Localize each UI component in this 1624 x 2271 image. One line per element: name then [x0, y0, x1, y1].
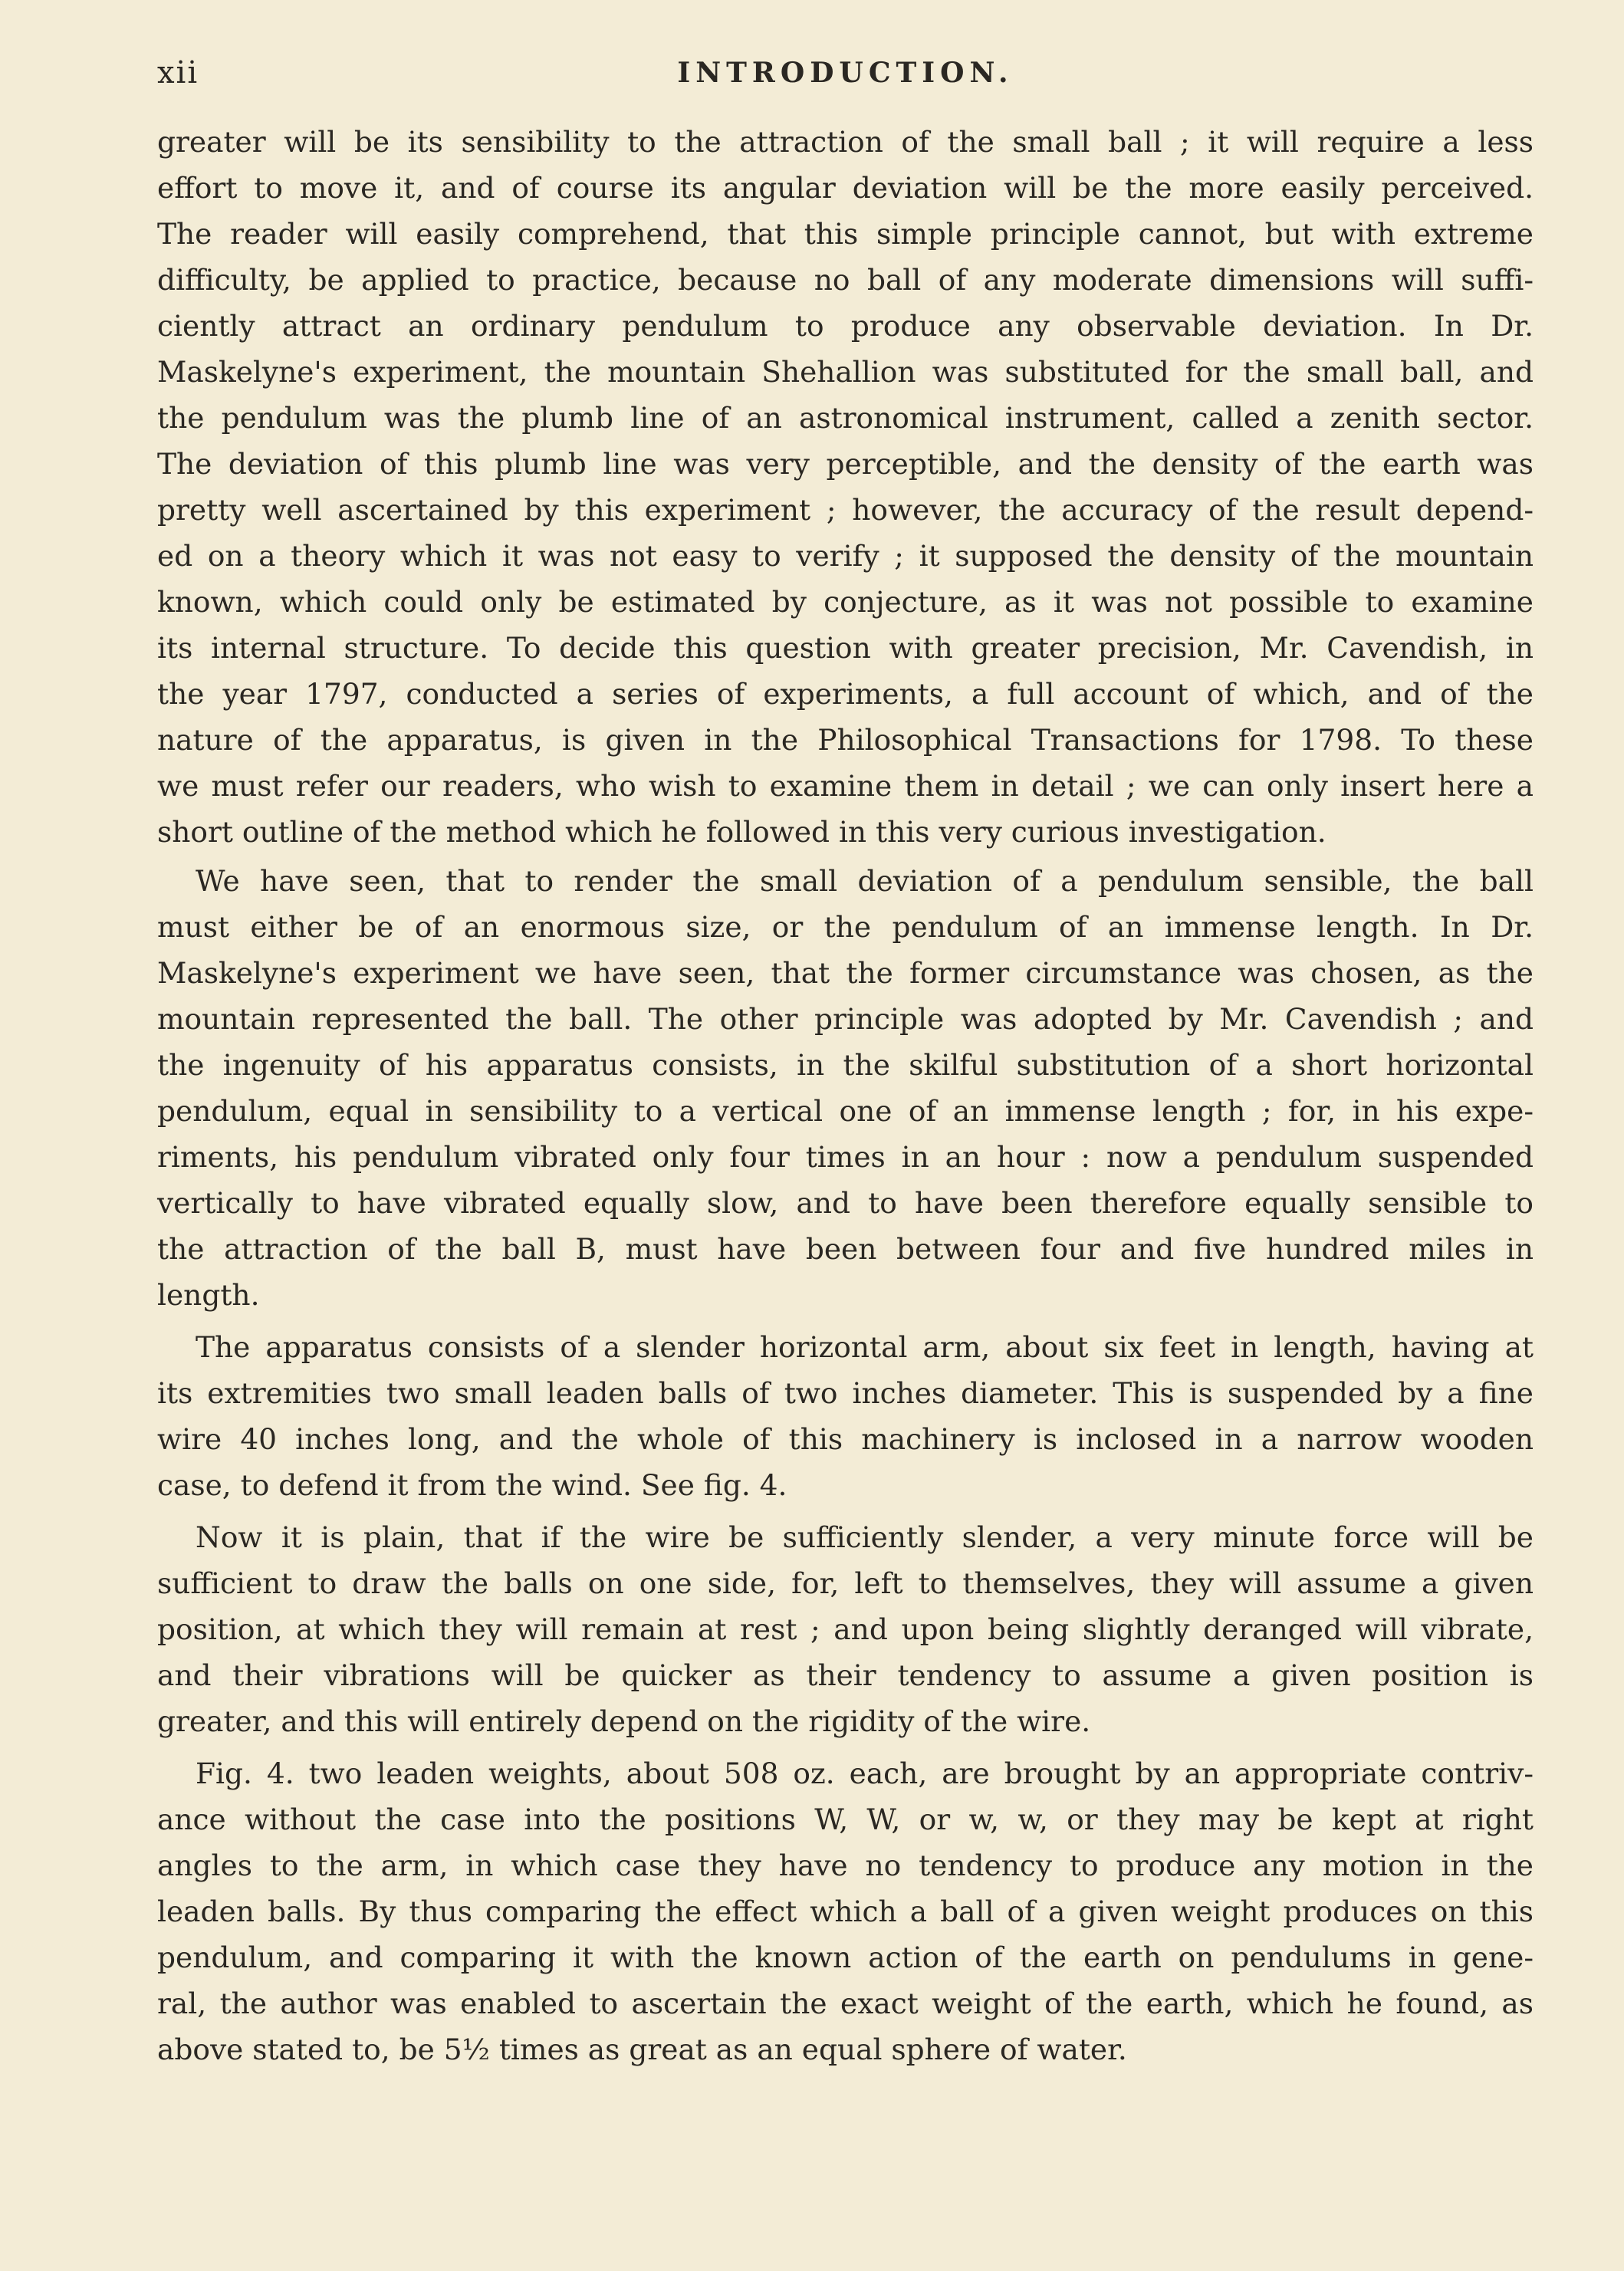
text-line: We have seen, that to render the small deviation of a pendulum sensible, the ball	[196, 864, 1534, 898]
paragraph	[157, 1324, 1534, 1508]
paragraph	[157, 119, 1534, 855]
text-line: ral, the author was enabled to ascertain the exact weight of the earth, which he found, as	[157, 1987, 1534, 2020]
text-line: position, at which they will remain at rest ; and upon being slightly deranged will vibrate,	[157, 1612, 1534, 1646]
text-line: its internal structure. To decide this question with greater precision, Mr. Cavendish, in	[157, 631, 1534, 665]
text-line: mountain represented the ball. The other principle was adopted by Mr. Cavendish ; and	[157, 1002, 1534, 1036]
text-line: known, which could only be estimated by conjecture, as it was not possible to examine	[157, 585, 1534, 619]
text-line: nature of the apparatus, is given in the Philosophical Transactions for 1798. To these	[157, 723, 1534, 757]
text-line: its extremities two small leaden balls of two inches diameter. This is suspended by a fine	[157, 1376, 1534, 1410]
text-line: above stated to, be 5½ times as great as an equal sphere of water.	[157, 2033, 1127, 2066]
text-line: Now it is plain, that if the wire be sufficiently slender, a very minute force will be	[196, 1520, 1534, 1554]
text-line: pendulum, and comparing it with the known action of the earth on pendulums in gene-	[157, 1941, 1534, 1974]
text-line: wire 40 inches long, and the whole of this machinery is inclosed in a narrow wooden	[157, 1422, 1534, 1456]
body-text	[157, 119, 1534, 2072]
text-line: the attraction of the ball B, must have been between four and five hundred miles in	[157, 1232, 1534, 1266]
text-line: The deviation of this plumb line was very perceptible, and the density of the earth was	[157, 447, 1534, 481]
text-line: the ingenuity of his apparatus consists, in the skilful substitution of a short horizontal	[157, 1048, 1534, 1082]
text-line: Maskelyne's experiment, the mountain Shehallion was substituted for the small ball, and	[157, 355, 1534, 389]
text-line: leaden balls. By thus comparing the effect which a ball of a given weight produces on this	[157, 1895, 1534, 1928]
text-line: must either be of an enormous size, or the pendulum of an immense length. In Dr.	[157, 910, 1534, 944]
text-line: length.	[157, 1278, 260, 1312]
text-line: riments, his pendulum vibrated only four times in an hour : now a pendulum suspended	[157, 1140, 1534, 1174]
text-line: ance without the case into the positions W, W, or w, w, or they may be kept at right	[157, 1803, 1534, 1836]
text-line: pendulum, equal in sensibility to a vertical one of an immense length ; for, in his expe-	[157, 1094, 1534, 1128]
paragraph	[157, 1750, 1534, 2072]
text-line: angles to the arm, in which case they have no tendency to produce any motion in the	[157, 1849, 1534, 1882]
text-line: and their vibrations will be quicker as their tendency to assume a given position is	[157, 1658, 1534, 1692]
text-line: the pendulum was the plumb line of an astronomical instrument, called a zenith sector.	[157, 401, 1534, 435]
text-line: ed on a theory which it was not easy to verify ; it supposed the density of the mountain	[157, 539, 1534, 573]
text-line: effort to move it, and of course its angular deviation will be the more easily perceived.	[157, 171, 1534, 205]
text-line: difficulty, be applied to practice, because no ball of any moderate dimensions will suffi-	[157, 263, 1534, 297]
text-line: sufficient to draw the balls on one side, for, left to themselves, they will assume a given	[157, 1566, 1534, 1600]
text-line: The apparatus consists of a slender horizontal arm, about six feet in length, having at	[196, 1330, 1534, 1364]
running-head: INTRODUCTION.	[677, 57, 1014, 89]
text-line: vertically to have vibrated equally slow, and to have been therefore equally sensible to	[157, 1186, 1534, 1220]
paragraph	[157, 1514, 1534, 1744]
text-line: greater will be its sensibility to the attraction of the small ball ; it will require a less	[157, 125, 1534, 159]
text-line: Maskelyne's experiment we have seen, that the former circumstance was chosen, as the	[157, 956, 1534, 990]
text-line: we must refer our readers, who wish to examine them in detail ; we can only insert here a	[157, 769, 1534, 803]
text-line: ciently attract an ordinary pendulum to produce any observable deviation. In Dr.	[157, 309, 1534, 343]
text-line: Fig. 4. two leaden weights, about 508 oz. each, are brought by an appropriate contriv-	[196, 1757, 1534, 1790]
paragraph	[157, 858, 1534, 1318]
text-line: greater, and this will entirely depend on the rigidity of the wire.	[157, 1704, 1091, 1738]
page-header	[157, 55, 1534, 101]
text-line: case, to defend it from the wind. See fig. 4.	[157, 1468, 787, 1502]
text-line: the year 1797, conducted a series of experiments, a full account of which, and of the	[157, 677, 1534, 711]
text-line: pretty well ascertained by this experiment ; however, the accuracy of the result depend-	[157, 493, 1534, 527]
text-line: short outline of the method which he followed in this very curious investigation.	[157, 815, 1326, 849]
page-number: xii	[157, 55, 199, 90]
text-line: The reader will easily comprehend, that this simple principle cannot, but with extreme	[157, 217, 1534, 251]
